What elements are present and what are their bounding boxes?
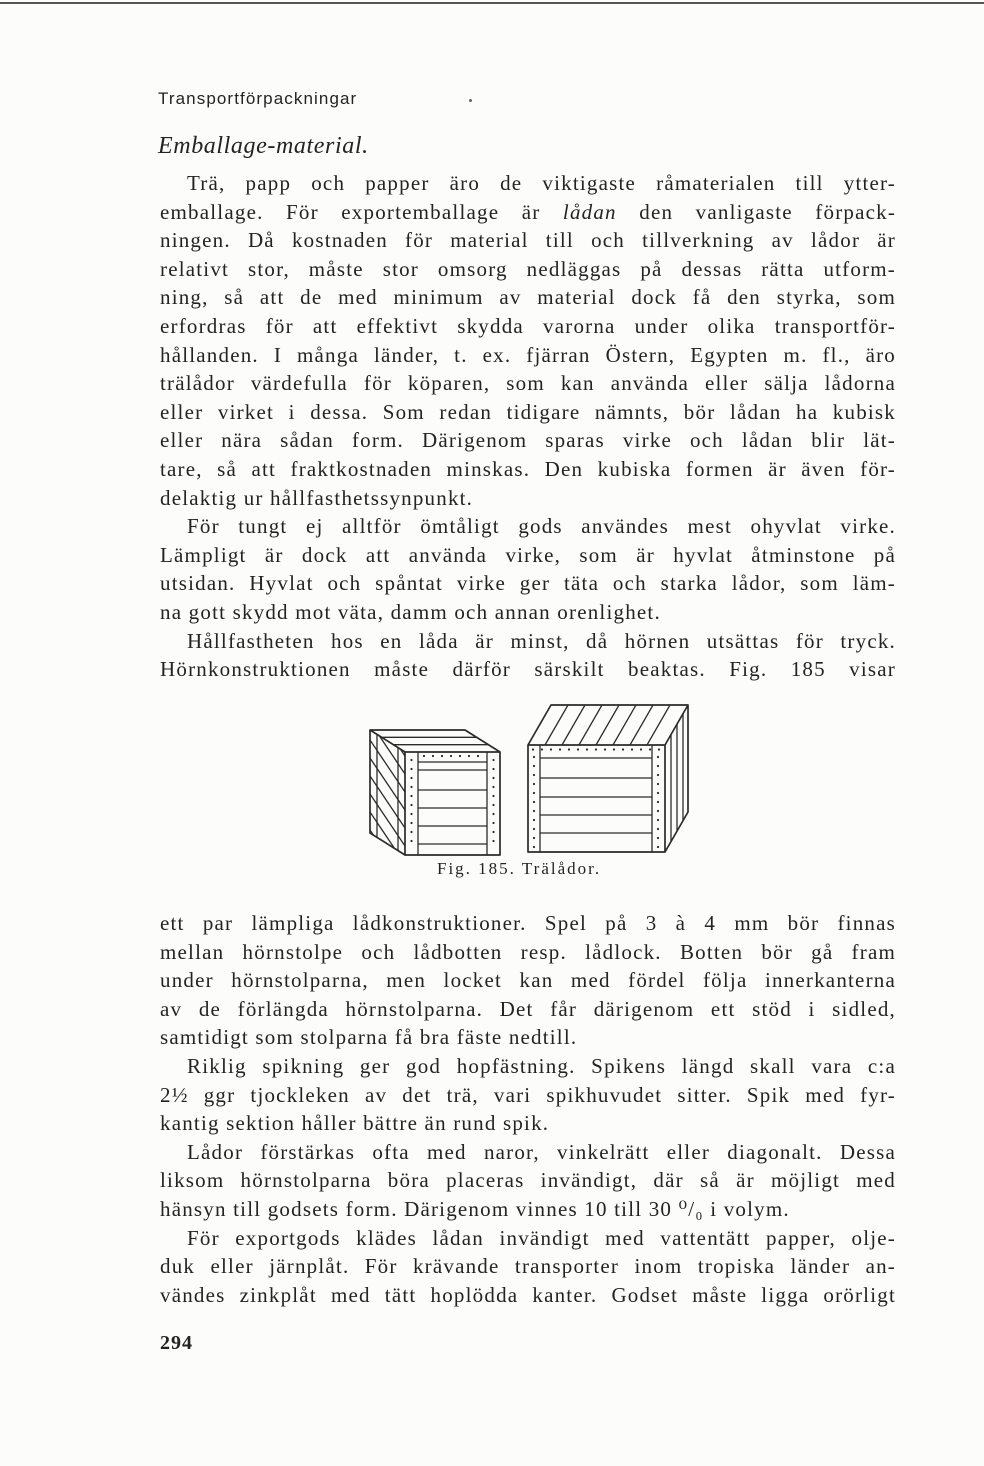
text-after-figure [160, 909, 896, 1309]
text-line: Hörnkonstruktionen måste därför särskilt beaktas. Fig. 185 visar [160, 657, 896, 682]
text-line: liksom hörnstolparna böra placeras invändigt, där så är möjligt med [160, 1168, 896, 1193]
text-line: delaktig ur hållfasthetssynpunkt. [160, 485, 474, 510]
section-heading: Emballage-material. [158, 133, 369, 159]
paragraph [160, 1224, 896, 1310]
text-line: Hållfastheten hos en låda är minst, då hörnen utsättas för tryck. [187, 628, 896, 653]
text-segment: den vanligaste förpack- [639, 199, 896, 224]
scan-top-edge [0, 2, 984, 4]
text-line: Lämpligt är dock att använda virke, som är hyvlat åtminstone på [160, 542, 896, 567]
text-line: tare, så att fraktkostnaden minskas. Den kubiska formen är även för- [160, 456, 896, 481]
page-number: 294 [160, 1332, 193, 1354]
text-line: eller nära sådan form. Därigenom sparas virke och lådan blir lät- [160, 428, 896, 453]
text-line: 2½ ggr tjockleken av det trä, vari spikhuvudet sitter. Spik med fyr- [160, 1082, 896, 1107]
text-line: duk eller järnplåt. För krävande transporter inom tropiska länder an- [160, 1254, 896, 1279]
text-line: mellan hörnstolpe och lådbotten resp. lådlock. Botten bör gå fram [160, 939, 896, 964]
text-line: hänsyn till godsets form. Därigenom vinnes 10 till 30 ⁰/₀ i volym. [160, 1196, 790, 1221]
text-line: Riklig spikning ger god hopfästning. Spikens längd skall vara c:a [187, 1053, 896, 1078]
text-line: trälådor värdefulla för köparen, som kan använda eller sälja lådorna [160, 371, 896, 396]
text-line: hållanden. I många länder, t. ex. fjärran Östern, Egypten m. fl., äro [160, 342, 896, 367]
left-crate [370, 704, 500, 860]
text-line: under hörnstolparna, men locket kan med fördel följa innerkanterna [160, 968, 896, 993]
text-line: av de förlängda hörnstolparna. Det får därigenom ett stöd i sidled, [160, 996, 896, 1021]
figure-caption: Fig. 185. Trälådor. [437, 859, 602, 878]
text-line: För exportgods klädes lådan invändigt med vattentätt papper, olje- [187, 1225, 896, 1250]
emphasized-word: lådan [562, 199, 617, 224]
left-crate-fill [370, 730, 500, 855]
paragraph [160, 1052, 896, 1138]
text-line: För tungt ej alltför ömtåligt gods användes mest ohyvlat virke. [187, 514, 896, 539]
text-line: na gott skydd mot väta, damm och annan orenlighet. [160, 599, 661, 624]
text-line: samtidigt som stolparna få bra fäste nedtill. [160, 1025, 578, 1050]
text-line: Lådor förstärkas ofta med naror, vinkelrätt eller diagonalt. Dessa [187, 1139, 896, 1164]
paragraph [160, 1138, 896, 1224]
running-head: Transportförpackningar [158, 89, 358, 108]
paragraph [160, 909, 896, 1052]
paragraph [160, 169, 896, 512]
text-line: ningen. Då kostnaden för material till och tillverkning av lådor är [160, 228, 896, 253]
text-line: utsidan. Hyvlat och spåntat virke ger täta och starka lådor, som läm- [160, 571, 896, 596]
print-speck [469, 99, 472, 102]
text-line: erfordras för att effektivt skydda varorna under olika transportför- [160, 313, 896, 338]
right-crate [528, 705, 688, 852]
text-line: eller virket i dessa. Som redan tidigare nämnts, bör lådan ha kubisk [160, 399, 896, 424]
text-line: ett par lämpliga lådkonstruktioner. Spel på 3 à 4 mm bör finnas [160, 911, 896, 935]
paragraph [160, 627, 896, 684]
paragraph [160, 512, 896, 626]
text-line [160, 198, 896, 227]
text-segment: emballage. För exportemballage är [160, 199, 541, 224]
text-line: kantig sektion håller bättre än rund spik. [160, 1111, 550, 1136]
text-line: Trä, papp och papper äro de viktigaste råmaterialen till ytter- [187, 171, 896, 195]
crate-illustration [360, 700, 700, 860]
text-before-figure [160, 169, 896, 684]
text-line: vändes zinkplåt med tätt hoplödda kanter. Godset måste ligga orörligt [160, 1282, 896, 1307]
text-line: ning, så att de med minimum av material dock få den styrka, som [160, 285, 896, 310]
text-line: relativt stor, måste stor omsorg nedläggas på dessas rätta utform- [160, 256, 896, 281]
